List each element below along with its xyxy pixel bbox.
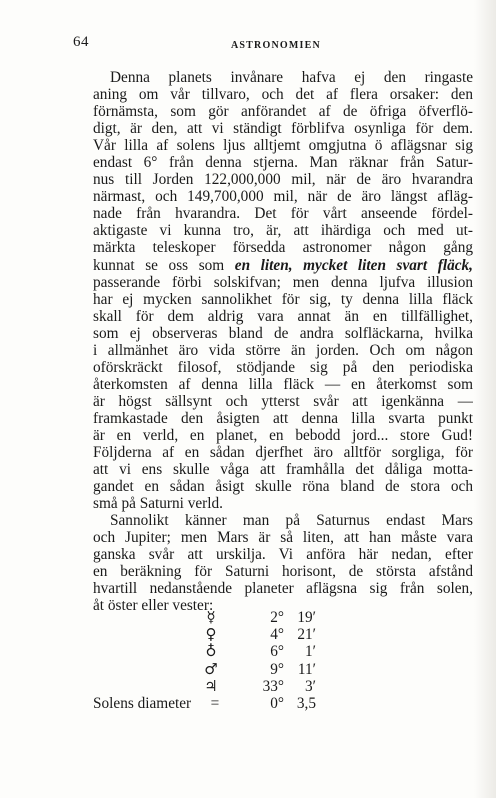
text-line: är en verld, en planet, en bebodd jord... store Gud! (93, 426, 473, 444)
table-row (93, 643, 473, 660)
text-line: gandet en sådan åsigt skulle röna bland de stora och (93, 478, 473, 496)
table-row-diameter (93, 695, 473, 712)
text-line: passerande förbi solskifvan; men denna ljufva illusion (93, 273, 473, 291)
mercury-symbol-icon: ☿ (206, 608, 216, 626)
mars-symbol-icon: ♂ (204, 659, 218, 678)
minutes-value: 1′ (305, 643, 316, 661)
text-line-with-emphasis (93, 257, 473, 274)
text-line: digt, är den, att vi ständigt förblifva osynliga för dem. (93, 120, 473, 138)
table-row (93, 609, 473, 626)
text-line: i allmänhet äro vida större än jorden. Och om någon (93, 341, 473, 359)
degrees-value: 6° (270, 643, 284, 661)
text-line: hvartill nedanstående planeter aflägsna sig från solen, (93, 580, 473, 598)
page-number: 64 (73, 34, 89, 50)
degrees-value: 2° (270, 609, 284, 626)
minutes-value: 3′ (305, 677, 316, 695)
minutes-value: 19′ (297, 609, 316, 626)
table-row (93, 678, 473, 695)
text-line: Vår lilla af solens ljus alltjemt omgjutna ö aflägsnar sig (93, 137, 473, 155)
text-line: små på Saturni verld. (93, 495, 223, 513)
earth-symbol-icon: ♁ (205, 642, 217, 661)
text-line: oförskräckt filosof, stödjande sig på den periodiska (93, 358, 473, 376)
degrees-value: 4° (270, 626, 284, 644)
text-line: nade från hvarandra. Det för vårt anseende fördel- (93, 205, 473, 223)
text-line: Denna planets invånare hafva ej den ringaste (110, 69, 473, 86)
text-line: att vi ens skulle våga att framhålla det dåliga motta- (93, 461, 473, 479)
text-line: närmast, och 149,700,000 mil, när de äro längst afläg- (93, 188, 473, 206)
text-line: aktigaste vi kunna tro, är, att ihärdiga och med ut- (93, 222, 473, 240)
text-line: framkastade den åsigten att denna lilla svarta punkt (93, 409, 473, 427)
degrees-value: 0° (270, 694, 284, 712)
sun-diameter-label: Solens diameter (93, 694, 192, 712)
minutes-value: 11′ (297, 660, 316, 678)
text-line: endast 6° från denna stjerna. Man räknar från Satur- (93, 154, 473, 172)
table-row (93, 626, 473, 643)
jupiter-symbol-icon: ♃ (204, 676, 218, 695)
planet-elongation-table (93, 609, 473, 712)
text-segment: kunnat se oss som (93, 256, 235, 274)
minutes-value: 3,5 (296, 694, 316, 712)
text-line: ganska svår att urskilja. Vi anföra här nedan, efter (93, 546, 473, 564)
text-line: märkta teleskoper försedda astronomer någon gång (93, 239, 473, 257)
emphasized-phrase: en liten, mycket liten svart fläck, (234, 256, 473, 274)
text-line: åt öster eller vester: (93, 597, 214, 615)
body-text (93, 69, 473, 615)
page-edge-shadow (474, 0, 496, 798)
text-line: är högst sällsynt och ytterst svår att igenkänna — (93, 392, 473, 410)
degrees-value: 9° (270, 660, 284, 678)
text-line: som ej observeras bland de andra solfläckarna, hvilka (93, 324, 473, 342)
text-line: och Jupiter; men Mars är så liten, att han måste vara (93, 529, 473, 547)
equals-sign: = (210, 694, 220, 712)
text-line: förnämsta, som gör anförandet af de öfriga öfverflö- (93, 103, 473, 121)
text-line: återkomsten af denna lilla fläck — en återkomst som (93, 375, 473, 393)
text-line: skall för dem aldrig vara annat än en tillfällighet, (93, 307, 473, 325)
text-line: har ej mycken sannolikhet för sig, ty denna lilla fläck (93, 290, 473, 308)
text-line: en beräkning för Saturni horisont, de största afstånd (93, 563, 473, 581)
text-line: Följderna af en sådan djerfhet äro alltför sorgliga, för (93, 444, 473, 462)
venus-symbol-icon: ♀ (205, 625, 217, 644)
table-row (93, 661, 473, 678)
text-line: Sannolikt känner man på Saturnus endast Mars (110, 512, 473, 530)
degrees-value: 33° (262, 677, 284, 695)
text-line: nus till Jorden 122,000,000 mil, när de äro hvarandra (93, 171, 473, 189)
minutes-value: 21′ (297, 626, 316, 644)
text-line: aning om vår tillvaro, och det af flera orsaker: den (93, 86, 473, 104)
running-title: ASTRONOMIEN (231, 40, 321, 51)
